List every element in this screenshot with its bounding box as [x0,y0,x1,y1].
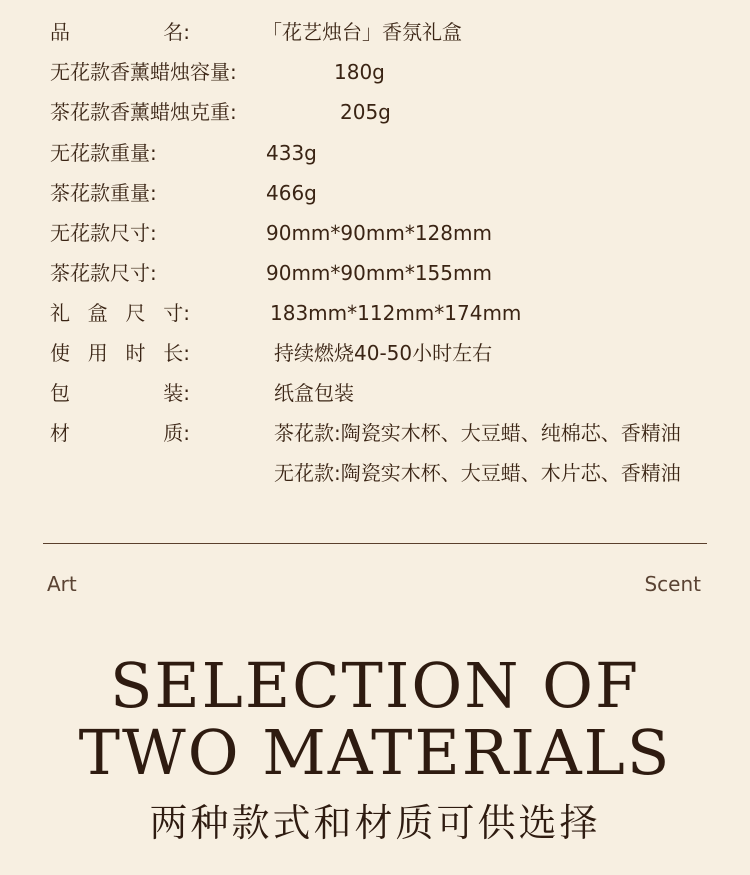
spec-label: 茶花款尺寸: [50,261,157,285]
spec-value: 205g [340,100,391,124]
spec-label [50,373,190,413]
spec-value: 466g [266,181,317,205]
spec-row-material-continued [0,453,750,493]
spec-label: 无花款尺寸: [50,221,157,245]
spec-row-packaging [0,373,750,413]
spec-row-burn-time [0,333,750,373]
spec-row-camellia-gross-weight [0,173,750,213]
spec-label [50,293,190,333]
spec-label-char: 寸: [163,301,190,325]
spec-label [50,12,190,52]
headline-line-2: TWO MATERIALS [78,716,672,789]
spec-label-char: 礼 [50,301,70,325]
spec-value: 90mm*90mm*128mm [266,221,492,245]
spec-label: 无花款香薰蜡烛容量: [50,60,237,84]
spec-value: 持续燃烧40-50小时左右 [274,341,493,365]
spec-row-plain-gross-weight [0,133,750,173]
spec-value: 90mm*90mm*155mm [266,261,492,285]
spec-row-camellia-weight [0,92,750,132]
spec-label [50,333,190,373]
spec-label-char: 盒 [87,301,108,325]
spec-label-char: 装: [163,381,190,405]
side-word-art: Art [47,572,77,596]
spec-label-char: 长: [163,341,190,365]
spec-value: 茶花款:陶瓷实木杯、大豆蜡、纯棉芯、香精油 [274,421,681,445]
spec-label-char: 用 [87,341,108,365]
spec-label: 无花款重量: [50,141,157,165]
spec-label: 茶花款重量: [50,181,157,205]
spec-value: 180g [334,60,385,84]
headline-line-1: SELECTION OF [109,649,641,722]
spec-value: 无花款:陶瓷实木杯、大豆蜡、木片芯、香精油 [274,461,681,485]
spec-row-product-name [0,12,750,52]
spec-label-char: 品 [50,20,70,44]
spec-row-box-size [0,293,750,333]
spec-label-char: 时 [125,341,146,365]
section-subtitle: 两种款式和材质可供选择 [149,801,601,845]
spec-label-char: 尺 [125,301,146,325]
spec-value: 183mm*112mm*174mm [270,301,522,325]
spec-label: 茶花款香薰蜡烛克重: [50,100,237,124]
spec-value: 纸盒包装 [274,381,354,405]
spec-label [50,413,190,453]
spec-label-char: 名: [163,20,190,44]
spec-label-char: 材 [50,421,70,445]
spec-row-material [0,413,750,453]
spec-row-camellia-size [0,253,750,293]
section-divider [43,543,707,544]
side-word-scent: Scent [644,572,701,596]
spec-value: 433g [266,141,317,165]
spec-value: 「花艺烛台」香氛礼盒 [262,20,462,44]
spec-label-char: 质: [163,421,190,445]
spec-row-plain-size [0,213,750,253]
spec-row-plain-capacity [0,52,750,92]
spec-label-char: 包 [50,381,70,405]
spec-label-char: 使 [50,341,70,365]
